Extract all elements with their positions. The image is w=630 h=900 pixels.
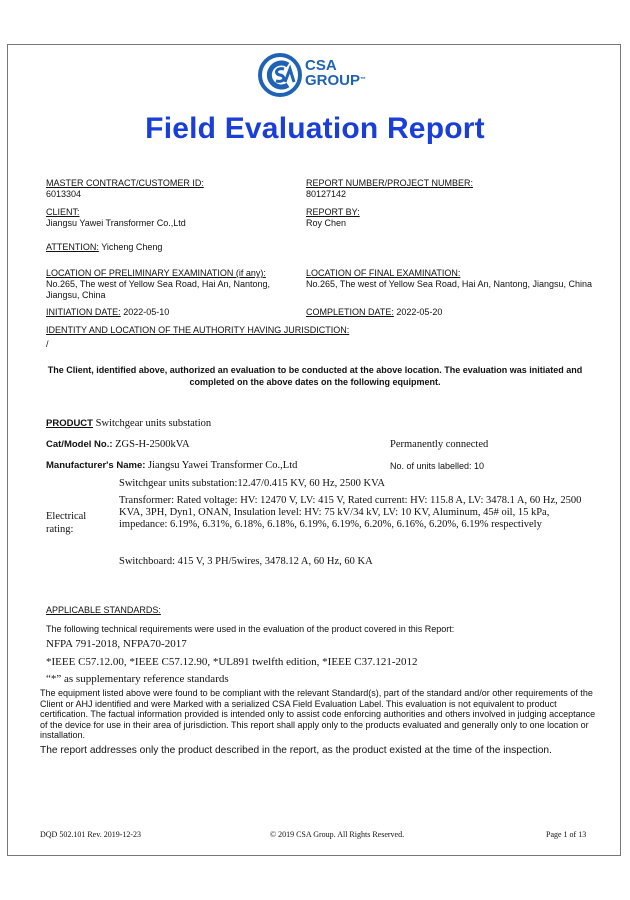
electrical-line-switchboard: Switchboard: 415 V, 3 PH/5wires, 3478.12 A, 60 Hz, 60 KA: [119, 556, 373, 567]
master-contract-label: MASTER CONTRACT/CUSTOMER ID:: [46, 178, 204, 188]
product-label: PRODUCT: [46, 418, 93, 429]
evaluation-notice: The Client, identified above, authorized an evaluation to be conducted at the above location. The evaluation was initiated and completed on the above dates on the following equipment.: [47, 365, 583, 387]
attention-value: Yicheng Cheng: [101, 242, 163, 252]
csa-seal-icon: [257, 52, 303, 98]
completion-label: COMPLETION DATE:: [306, 307, 394, 317]
model-value: ZGS-H-2500kVA: [115, 439, 190, 450]
standards-intro: The following technical requirements were used in the evaluation of the product covered in this Report:: [46, 624, 455, 634]
electrical-line-transformer: Transformer: Rated voltage: HV: 12470 V, LV: 415 V, Rated current: HV: 115.8 A, LV: 3478.1 A, 60 Hz, 2500 KVA, 3PH, Dyn1, ONAN, Insulation level: HV: 75 kV/34 kV, LV: 10 KV, Aluminum, 45# oil, 15 kPa, impedance: 6.19%, 6.31%, 6.18%, 6.18%, 6.19%, 6.19%, 6.20%, 6.16%, 6.20%, 6.19% respectively: [119, 495, 582, 530]
report-number-value: 80127142: [306, 189, 347, 199]
model-row: [46, 439, 190, 450]
logo-wordmark: CSA GROUP™: [305, 57, 367, 89]
authority-label: IDENTITY AND LOCATION OF THE AUTHORITY HAVING JURISDICTION:: [46, 325, 350, 335]
authority-value: /: [46, 339, 49, 349]
initiation-row: [46, 307, 169, 317]
units-labelled: No. of units labelled: 10: [390, 461, 485, 471]
final-location-label: LOCATION OF FINAL EXAMINATION:: [306, 268, 461, 278]
completion-value: 2022-05-20: [396, 307, 443, 317]
final-statement: The report addresses only the product described in the report, as the product existed at the time of the inspection.: [40, 745, 552, 756]
standards-line-ieee: *IEEE C57.12.00, *IEEE C57.12.90, *UL891 twelfth edition, *IEEE C37.121-2012: [46, 656, 418, 668]
attention-row: [46, 242, 162, 252]
prelim-location-label: LOCATION OF PRELIMINARY EXAMINATION (if any):: [46, 268, 266, 278]
csa-group-logo: [257, 52, 377, 96]
electrical-rating-label: Electrical rating:: [46, 511, 87, 535]
report-by-label: REPORT BY:: [306, 207, 360, 217]
initiation-label: INITIATION DATE:: [46, 307, 121, 317]
product-value: Switchgear units substation: [95, 418, 212, 429]
manufacturer-label: Manufacturer's Name:: [46, 460, 146, 471]
footer-page-number: Page 1 of 13: [546, 830, 587, 839]
attention-label: ATTENTION:: [46, 242, 99, 252]
prelim-location-value: No.265, The west of Yellow Sea Road, Hai An, Nantong, Jiangsu, China: [46, 279, 270, 300]
client-label: CLIENT:: [46, 207, 80, 217]
report-title: Field Evaluation Report: [145, 112, 485, 145]
electrical-line-substation: Switchgear units substation:12.47/0.415 KV, 60 Hz, 2500 KVA: [119, 478, 385, 489]
final-location-value: No.265, The west of Yellow Sea Road, Hai An, Nantong, Jiangsu, China: [306, 279, 593, 289]
report-by-value: Roy Chen: [306, 218, 347, 228]
standards-line-nfpa: NFPA 791-2018, NFPA70-2017: [46, 638, 187, 650]
footer-copyright: © 2019 CSA Group. All Rights Reserved.: [270, 830, 405, 839]
model-label: Cat/Model No.:: [46, 439, 113, 450]
report-number-label: REPORT NUMBER/PROJECT NUMBER:: [306, 178, 474, 188]
initiation-value: 2022-05-10: [123, 307, 170, 317]
manufacturer-row: [46, 460, 297, 471]
master-contract-value: 6013304: [46, 189, 82, 199]
standards-label: APPLICABLE STANDARDS:: [46, 605, 161, 615]
completion-row: [306, 307, 442, 317]
product-row: [46, 418, 211, 429]
client-value: Jiangsu Yawei Transformer Co.,Ltd: [46, 218, 186, 228]
standards-line-note: “*” as supplementary reference standards: [46, 673, 229, 685]
manufacturer-value: Jiangsu Yawei Transformer Co.,Ltd: [148, 460, 298, 471]
compliance-statement: The equipment listed above were found to be compliant with the relevant Standard(s), part of the standard and/or other requirements of the Client or AHJ identified and were Marked with a serialized CSA Field Evaluation Label. This evaluation is not equivalent to product certification. The factual information provided is intended only to assist code enforcing authorities and others involved in judging acceptance of the device for use in their area of jurisdiction. This report shall apply only to the products evaluated and generally only to one location or installation.: [40, 688, 596, 741]
connection-type: Permanently connected: [390, 439, 489, 450]
footer-doc-id: DQD 502.101 Rev. 2019-12-23: [40, 830, 142, 839]
